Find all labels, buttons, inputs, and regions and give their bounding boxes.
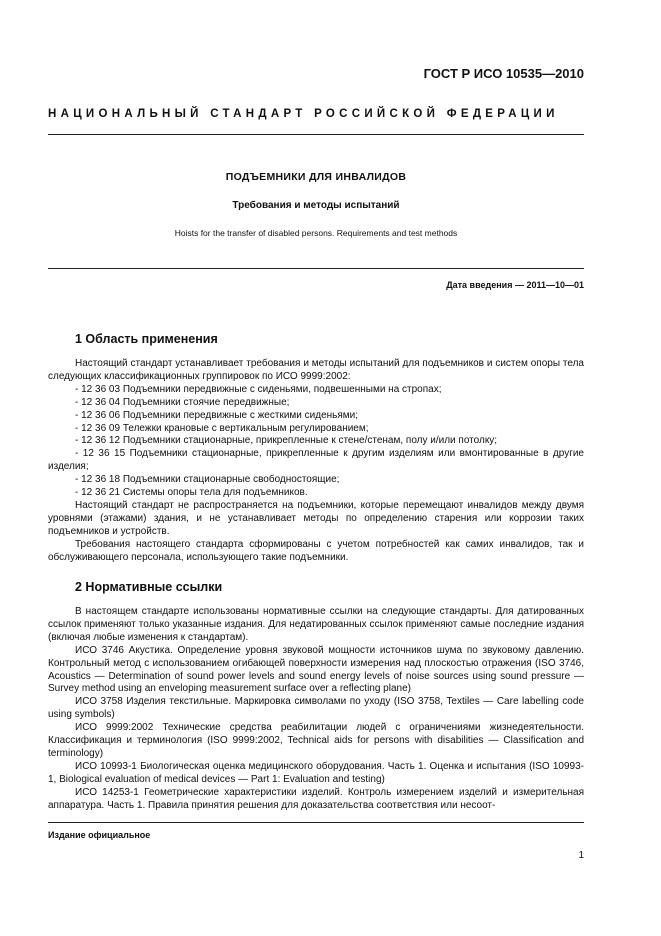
- standard-number: ГОСТ Р ИСО 10535—2010: [423, 66, 584, 81]
- document-title: ПОДЪЕМНИКИ ДЛЯ ИНВАЛИДОВ: [225, 171, 407, 183]
- reference-item: ИСО 3758 Изделия текстильные. Маркировка символами по уходу (ISO 3758, Textiles — Care labelling code using symbols): [48, 696, 584, 721]
- official-edition-note: Издание официальное: [48, 830, 151, 840]
- list-item: - 12 36 15 Подъемники стационарные, прикрепленные к другим изделиям или вмонтированные в другие изделия;: [48, 448, 584, 473]
- reference-item: ИСО 3746 Акустика. Определение уровня звуковой мощности источников шума по звуковому давлению. Контрольный метод с использованием огибающей поверхности измерения над плоскостью отражения (ISO 3746, Acoustics — Determination of sound power levels and sound energy levels of noise sources using sound pressure — Survey method using an enveloping measurement surface over a reflecting plane): [48, 644, 584, 695]
- reference-item: ИСО 10993-1 Биологическая оценка медицинского оборудования. Часть 1. Оценка и испытания (ISO 10993-1, Biological evaluation of medical devices — Part 1: Evaluation and testing): [48, 760, 584, 785]
- section-2-body: [48, 606, 584, 813]
- list-item: - 12 36 04 Подъемники стоячие передвижные;: [75, 396, 290, 408]
- list-item: - 12 36 03 Подъемники передвижные с сиденьями, подвешенными на стропах;: [75, 383, 442, 395]
- title-divider: [48, 268, 584, 269]
- reference-item: ИСО 9999:2002 Технические средства реабилитации людей с ограничениями жизнедеятельности. Классификация и терминология (ISO 9999:2002, Technical aids for persons with disabilities — Classification and terminology): [48, 722, 584, 759]
- page-number: 1: [578, 850, 584, 861]
- section-1-paragraph: Настоящий стандарт не распространяется на подъемники, которые перемещают инвалидов между двумя уровнями (этажами) здания, и не устанавливает методы по определению старения или коррозии таких подъемников и устройств.: [48, 499, 584, 537]
- document-subtitle: Требования и методы испытаний: [232, 200, 400, 211]
- header-divider: [48, 134, 584, 135]
- footer-divider: [48, 822, 584, 823]
- section-1-intro: Настоящий стандарт устанавливает требования и методы испытаний для подъемников и систем опоры тела следующих классификационных группировок по ИСО 9999:2002:: [48, 358, 584, 382]
- national-standard-banner: НАЦИОНАЛЬНЫЙ СТАНДАРТ РОССИЙСКОЙ ФЕДЕРАЦИИ: [48, 108, 559, 120]
- list-item: - 12 36 18 Подъемники стационарные свободностоящие;: [75, 474, 340, 486]
- list-item: - 12 36 09 Тележки крановые с вертикальным регулированием;: [75, 422, 369, 434]
- english-title: Hoists for the transfer of disabled persons. Requirements and test methods: [174, 228, 458, 238]
- introduction-date: Дата введения — 2011—10—01: [446, 280, 584, 290]
- section-2-heading: 2 Нормативные ссылки: [75, 580, 223, 594]
- section-1-body: [48, 358, 584, 565]
- section-2-intro: В настоящем стандарте использованы нормативные ссылки на следующие стандарты. Для датированных ссылок применяют только указанные издания. Для недатированных ссылок применяют самые последние издания (включая любые изменения к стандартам).: [48, 606, 584, 643]
- list-item: - 12 36 12 Подъемники стационарные, прикрепленные к стене/стенам, полу и/или потолку;: [75, 435, 498, 447]
- list-item: - 12 36 21 Системы опоры тела для подъемников.: [75, 487, 308, 499]
- section-1-paragraph: Требования настоящего стандарта сформированы с учетом потребностей как самих инвалидов, так и обслуживающего персонала, использующего такие подъемники.: [48, 538, 584, 563]
- section-1-heading: 1 Область применения: [75, 332, 218, 346]
- reference-item: ИСО 14253-1 Геометрические характеристики изделий. Контроль измерением изделий и измерительная аппаратура. Часть 1. Правила принятия решения для доказательства соответствия или несоот-: [48, 786, 584, 811]
- list-item: - 12 36 06 Подъемники передвижные с жесткими сиденьями;: [75, 409, 359, 421]
